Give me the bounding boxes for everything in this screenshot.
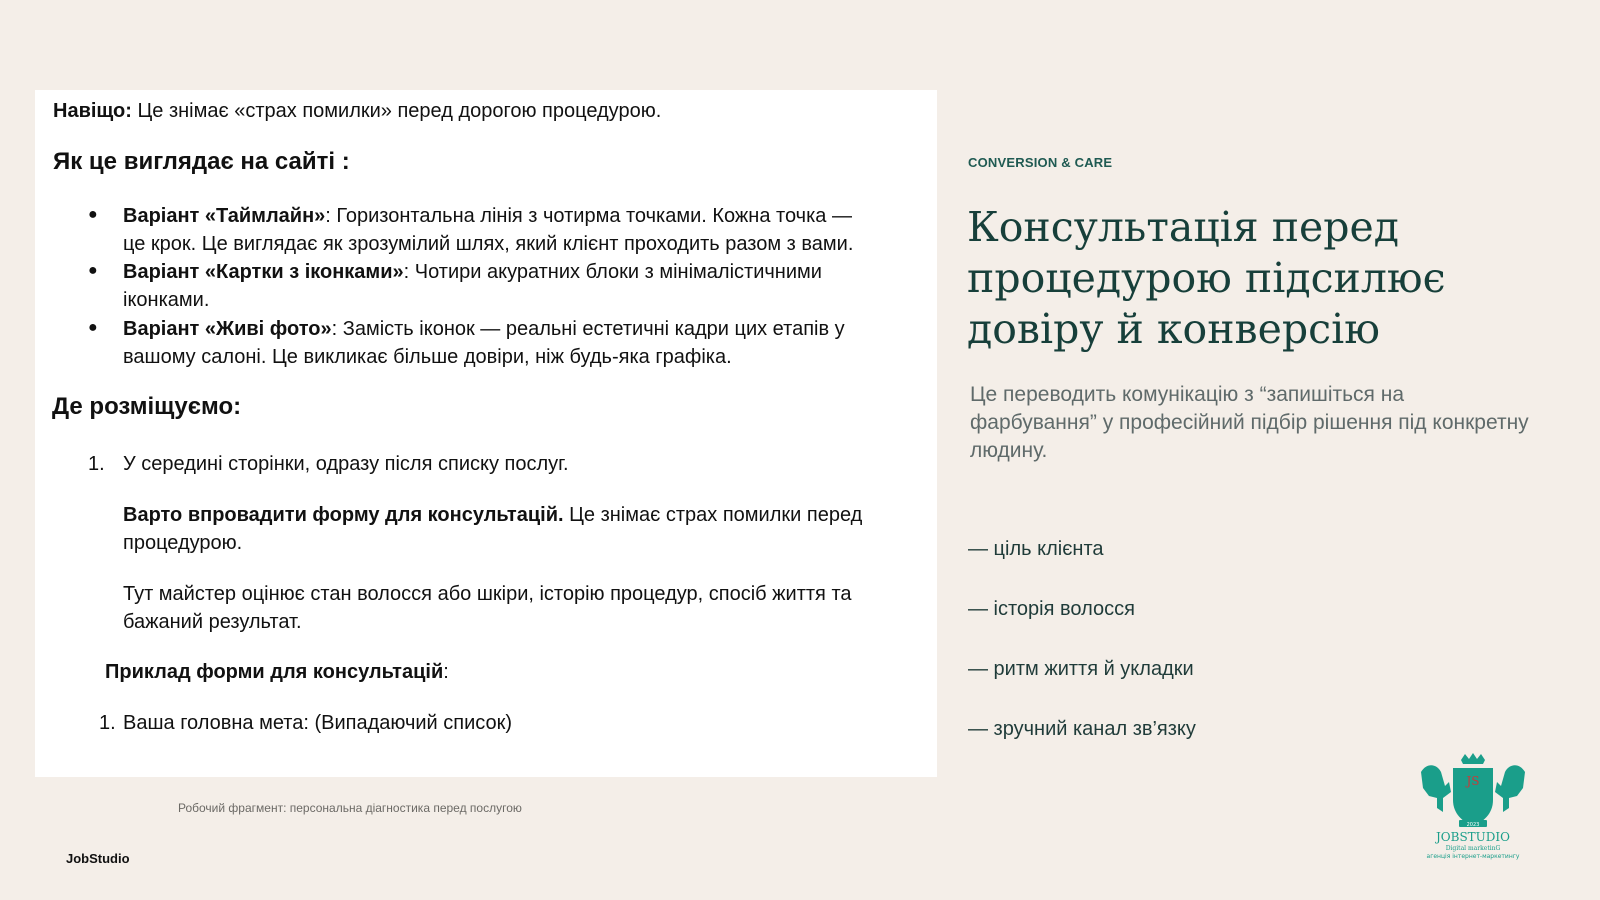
master-line2: бажаний результат. <box>123 611 302 633</box>
panel-caption: Робочий фрагмент: персональна діагностика перед послугою <box>178 801 522 815</box>
bullet-icon: ● <box>88 206 98 223</box>
why-text: Це знімає «страх помилки» перед дорогою процедурою. <box>131 100 662 122</box>
bullet-icon: ● <box>88 262 98 279</box>
example-bold: Приклад форми для консультацій <box>105 661 444 683</box>
place-number: 1. <box>88 453 105 475</box>
variant-1-label: Варіант «Таймлайн» <box>123 205 326 227</box>
variant-3-text: : Замість іконок — реальні естетичні кадри цих етапів у <box>331 318 845 340</box>
form-rest: Це знімає страх помилки перед <box>563 504 863 526</box>
variant-2-label: Варіант «Картки з іконками» <box>123 261 404 283</box>
variant-3-label: Варіант «Живі фото» <box>123 318 332 340</box>
bullet-icon: ● <box>88 319 98 336</box>
heading-where: Де розміщуємо: <box>52 393 242 420</box>
heading-looks: Як це виглядає на сайті : <box>53 148 350 175</box>
why-line <box>53 97 661 125</box>
question-number: 1. <box>99 712 116 734</box>
headline-line-3: довіру й конверсію <box>967 305 1380 353</box>
form-line1 <box>123 501 862 529</box>
why-label: Навіщо: <box>53 100 132 122</box>
point-contact-channel: — зручний канал зв’язку <box>968 718 1196 740</box>
question-text: Ваша головна мета: (Випадаючий список) <box>123 712 513 734</box>
form-line2: процедурою. <box>123 532 243 554</box>
example-heading <box>105 658 449 686</box>
logo-year: 2023 <box>1466 822 1480 828</box>
document-screenshot-panel <box>35 90 937 777</box>
logo-tagline: Digital marketinG <box>1445 845 1501 852</box>
point-lifestyle: — ритм життя й укладки <box>968 658 1194 680</box>
footer-brand: JobStudio <box>66 851 130 866</box>
variant-2-text: : Чотири акуратних блоки з мінімалістичними <box>403 261 822 283</box>
slide-subtext: Це переводить комунікацію з “запишіться на фарбування” у професійний підбір рішення під конкретну людину. <box>970 383 1529 462</box>
variant-1-text: : Горизонтальна лінія з чотирма точками. Кожна точка — <box>325 205 852 227</box>
logo-subtitle: агенція інтернет-маркетингу <box>1426 853 1520 860</box>
point-hair-history: — історія волосся <box>968 598 1135 620</box>
variant-1-line2: це крок. Це виглядає як зрозумілий шлях, який клієнт проходить разом з вами. <box>123 233 854 255</box>
eyebrow-label: CONVERSION & CARE <box>968 155 1113 170</box>
variant-2-line2: іконками. <box>123 289 210 311</box>
master-line1: Тут майстер оцінює стан волосся або шкіри, історію процедур, спосіб життя та <box>123 583 852 605</box>
variant-3-line1 <box>123 315 845 343</box>
jobstudio-logo <box>1413 752 1533 872</box>
headline-line-1: Консультація перед <box>967 203 1400 251</box>
form-bold: Варто впровадити форму для консультацій. <box>123 504 564 526</box>
place-text: У середині сторінки, одразу після списку послуг. <box>123 453 569 475</box>
point-client-goal: — ціль клієнта <box>968 538 1104 560</box>
logo-emblem-icon <box>1421 753 1525 827</box>
logo-monogram: JS <box>1466 774 1480 788</box>
example-colon: : <box>443 661 449 683</box>
variant-1-line1 <box>123 202 852 230</box>
variant-2-line1 <box>123 258 822 286</box>
headline-line-2: процедурою підсилює <box>967 254 1446 302</box>
slide-headline <box>967 202 1567 355</box>
logo-wordmark: JOBSTUDIO <box>1435 830 1511 844</box>
variant-3-line2: вашому салоні. Це викликає більше довіри, ніж будь-яка графіка. <box>123 346 732 368</box>
